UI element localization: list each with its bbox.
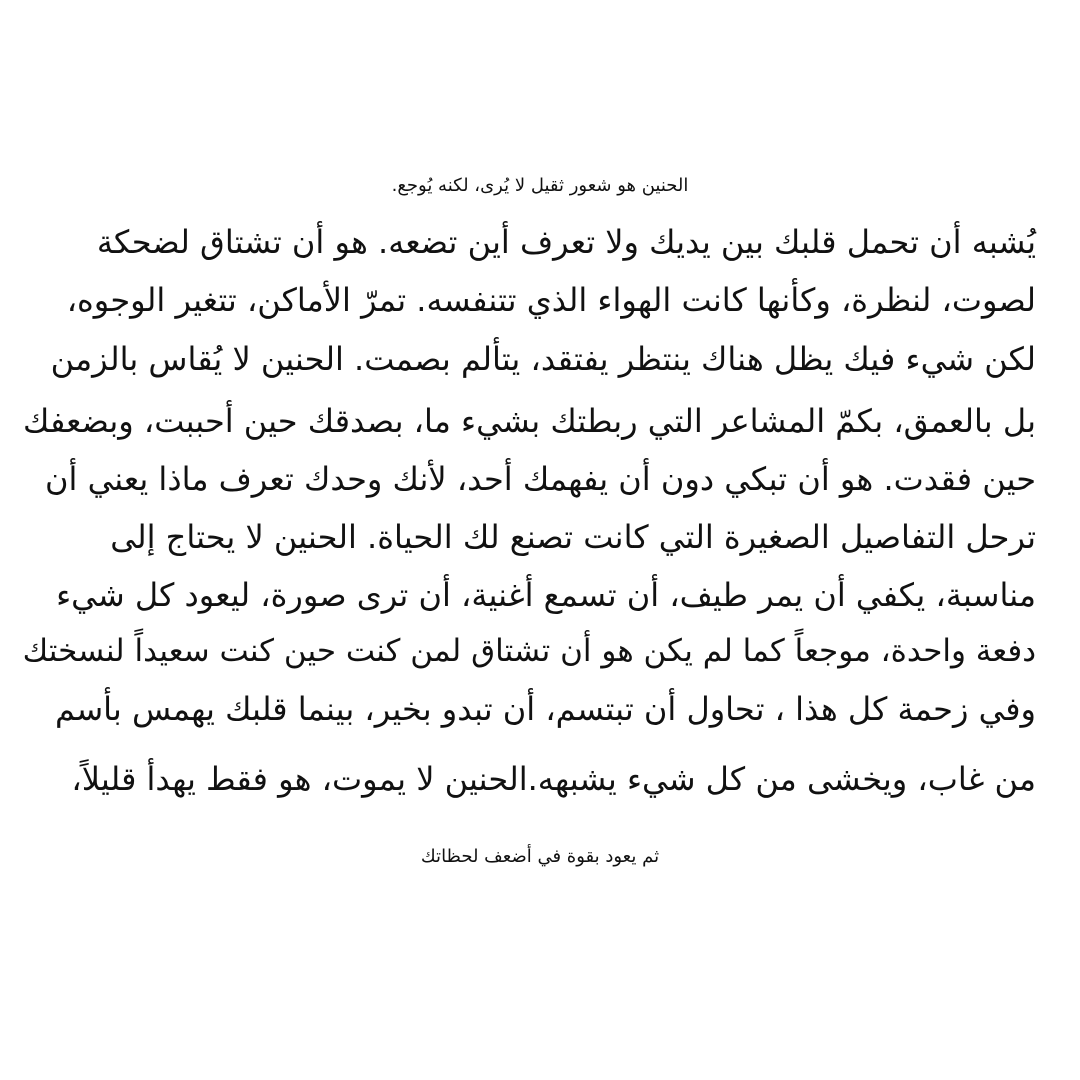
paragraph-line-4: بل بالعمق، بكمّ المشاعر التي ربطتك بشيء ما، بصدقك حين أحببت، وبضعفك: [23, 402, 1036, 440]
paragraph-line-3: لكن شيء فيك يظل هناك ينتظر يفتقد، يتألم بصمت. الحنين لا يُقاس بالزمن: [50, 340, 1036, 378]
paragraph-line-8: دفعة واحدة، موجعاً كما لم يكن هو أن تشتاق لمن كنت حين كنت سعيداً لنسختك: [22, 633, 1036, 669]
paragraph-line-1: يُشبه أن تحمل قلبك بين يديك ولا تعرف أين تضعه. هو أن تشتاق لضحكة: [96, 223, 1036, 261]
document-title: الحنين هو شعور ثقيل لا يُرى، لكنه يُوجع.: [391, 175, 689, 196]
paragraph-line-6: ترحل التفاصيل الصغيرة التي كانت تصنع لك الحياة. الحنين لا يحتاج إلى: [110, 518, 1036, 556]
paragraph-line-5: حين فقدت. هو أن تبكي دون أن يفهمك أحد، لأنك وحدك تعرف ماذا يعني أن: [45, 460, 1036, 498]
closing-line: ثم يعود بقوة في أضعف لحظاتك: [420, 846, 660, 867]
paragraph-line-2: لصوت، لنظرة، وكأنها كانت الهواء الذي تتنفسه. تمرّ الأماكن، تتغير الوجوه،: [66, 281, 1036, 319]
paragraph-line-7: مناسبة، يكفي أن يمر طيف، أن تسمع أغنية، أن ترى صورة، ليعود كل شيء: [56, 576, 1036, 614]
paragraph-line-10: من غاب، ويخشى من كل شيء يشبهه.الحنين لا يموت، هو فقط يهدأ قليلاً،: [71, 760, 1036, 798]
paragraph-line-9: وفي زحمة كل هذا ، تحاول أن تبتسم، أن تبدو بخير، بينما قلبك يهمس بأسم: [55, 690, 1036, 728]
